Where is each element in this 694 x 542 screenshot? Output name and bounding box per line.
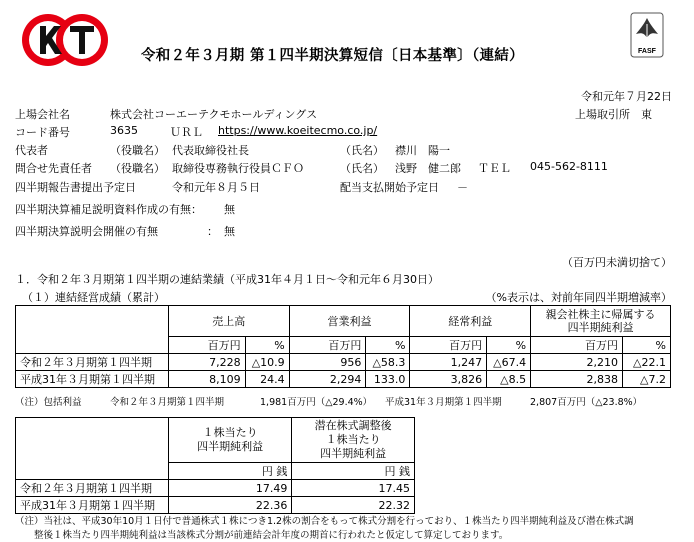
comprehensive-prior-value: 2,807百万円（△23.8%）: [530, 397, 643, 408]
report-submit-date: 令和元年８月５日: [172, 181, 260, 194]
tel-label: ＴＥＬ: [478, 162, 511, 175]
unit-sen: 銭: [276, 464, 288, 478]
unit-cell: %: [487, 337, 531, 354]
table-cell: △58.3: [366, 354, 410, 371]
rep-name: 襟川 陽一: [395, 144, 450, 157]
supplementary-value: 無: [224, 203, 235, 216]
table-cell: 2,838: [531, 371, 623, 388]
code-label: コード番号: [15, 126, 70, 139]
col-header-eps-line1: １株当たり: [202, 426, 258, 439]
stock-exchange: 上場取引所 東: [575, 108, 652, 121]
briefing-value: 無: [224, 225, 235, 238]
comprehensive-income-label: （注）包括利益: [15, 397, 82, 408]
representative-label: 代表者: [15, 144, 48, 157]
table-cell: 956: [289, 354, 366, 371]
table-cell: 24.4: [245, 371, 289, 388]
col-header-net-income: [531, 306, 671, 337]
results-table: [15, 305, 671, 388]
row-label: 平成31年３月期第１四半期: [16, 371, 169, 388]
comprehensive-prior-label: 平成31年３月期第１四半期: [385, 397, 502, 408]
fasf-mark: [630, 12, 664, 58]
unit-cell: 百万円: [168, 337, 245, 354]
unit-yen: 円: [261, 464, 273, 478]
contact-title-label: （役職名）: [110, 162, 165, 175]
briefing-colon: ：: [207, 225, 218, 238]
table-cell: 7,228: [168, 354, 245, 371]
url-label: ＵＲＬ: [170, 126, 203, 139]
report-date: 令和元年７月22日: [581, 90, 672, 103]
rep-title: 代表取締役社長: [172, 144, 249, 157]
report-title: 令和２年３月期 第１四半期決算短信〔日本基準〕（連結）: [141, 48, 524, 64]
row-label: 平成31年３月期第１四半期: [16, 497, 169, 514]
col-header-sales: 売上高: [168, 306, 289, 337]
table-row: [16, 371, 671, 388]
contact-name: 浅野 健二郎: [395, 162, 461, 175]
table-cell: 17.49: [168, 480, 291, 497]
unit-cell: %: [245, 337, 289, 354]
table-cell: 2,210: [531, 354, 623, 371]
col-header-net-income-line2: 四半期純利益: [567, 321, 634, 334]
table-cell: 2,294: [289, 371, 366, 388]
dividend-value: －: [457, 181, 468, 194]
svg-text:FASF: FASF: [638, 48, 656, 55]
col-header-eps-line2: 四半期純利益: [197, 440, 264, 453]
blank-header-cell: [16, 418, 169, 480]
unit-cell: [168, 463, 291, 480]
col-header-net-income-line1: 親会社株主に帰属する: [545, 308, 656, 321]
tel-number: 045-562-8111: [530, 160, 608, 173]
comprehensive-current-value: 1,981百万円（△29.4%）: [260, 397, 373, 408]
table-cell: 22.36: [168, 497, 291, 514]
eps-table: [15, 417, 415, 514]
footnote-line1: （注）当社は、平成30年10月１日付で普通株式１株につき1.2株の割合をもって株式分割を行っており、１株当たり四半期純利益及び潜在株式調: [15, 516, 634, 527]
contact-name-label: （氏名）: [340, 162, 384, 175]
table-cell: △67.4: [487, 354, 531, 371]
unit-cell: 百万円: [531, 337, 623, 354]
table-cell: △8.5: [487, 371, 531, 388]
col-header-diluted-line2: １株当たり: [325, 433, 381, 446]
unit-cell: [292, 463, 415, 480]
unit-sen: 銭: [399, 464, 410, 478]
unit-cell: 百万円: [410, 337, 487, 354]
contact-title: 取締役専務執行役員ＣＦＯ: [172, 162, 304, 175]
stock-code: 3635: [110, 124, 138, 137]
report-date-label: 四半期報告書提出予定日: [15, 181, 136, 194]
table-cell: 8,109: [168, 371, 245, 388]
unit-note: （百万円未満切捨て）: [562, 256, 672, 269]
footnote-line2: 整後１株当たり四半期純利益は当該株式分割が前連結会計年度の期首に行われたと仮定して算定しております。: [15, 530, 509, 541]
rep-name-label: （氏名）: [340, 144, 384, 157]
table-cell: 3,826: [410, 371, 487, 388]
table-row: [16, 497, 415, 514]
section-heading: １．令和２年３月期第１四半期の連結業績（平成31年４月１日～令和元年６月30日）: [15, 273, 439, 286]
dividend-label: 配当支払開始予定日: [340, 181, 439, 194]
table-row: [16, 354, 671, 371]
table-cell: 1,247: [410, 354, 487, 371]
table-cell: 22.32: [292, 497, 415, 514]
blank-header-cell: [16, 306, 169, 354]
col-header-eps: [168, 418, 291, 463]
table-cell: 133.0: [366, 371, 410, 388]
table-cell: 17.45: [292, 480, 415, 497]
row-label: 令和２年３月期第１四半期: [16, 480, 169, 497]
listed-company-label: 上場会社名: [15, 108, 70, 121]
company-url-link[interactable]: https://www.koeitecmo.co.jp/: [218, 124, 378, 137]
col-header-diluted-line3: 四半期純利益: [320, 447, 387, 460]
company-logo: [20, 12, 112, 68]
col-header-diluted-line1: 潜在株式調整後: [314, 419, 392, 432]
unit-cell: %: [366, 337, 410, 354]
rep-title-label: （役職名）: [110, 144, 165, 157]
unit-cell: 百万円: [289, 337, 366, 354]
col-header-ordinary-income: 経常利益: [410, 306, 531, 337]
unit-yen: 円: [384, 464, 396, 478]
col-header-operating-income: 営業利益: [289, 306, 410, 337]
table-cell: △7.2: [622, 371, 670, 388]
row-label: 令和２年３月期第１四半期: [16, 354, 169, 371]
comprehensive-current-label: 令和２年３月期第１四半期: [110, 397, 225, 408]
table-cell: △10.9: [245, 354, 289, 371]
unit-cell: %: [622, 337, 670, 354]
contact-label: 問合せ先責任者: [15, 162, 92, 175]
table-row: [16, 480, 415, 497]
sub-heading: （１）連結経営成績（累計）: [22, 291, 165, 304]
supplementary-label: 四半期決算補足説明資料作成の有無：: [15, 203, 202, 216]
percent-note: （%表示は、対前年同四半期増減率）: [485, 291, 672, 304]
briefing-label: 四半期決算説明会開催の有無: [15, 225, 158, 238]
listed-company: 株式会社コーエーテクモホールディングス: [110, 108, 318, 121]
table-cell: △22.1: [622, 354, 670, 371]
col-header-diluted-eps: [292, 418, 415, 463]
